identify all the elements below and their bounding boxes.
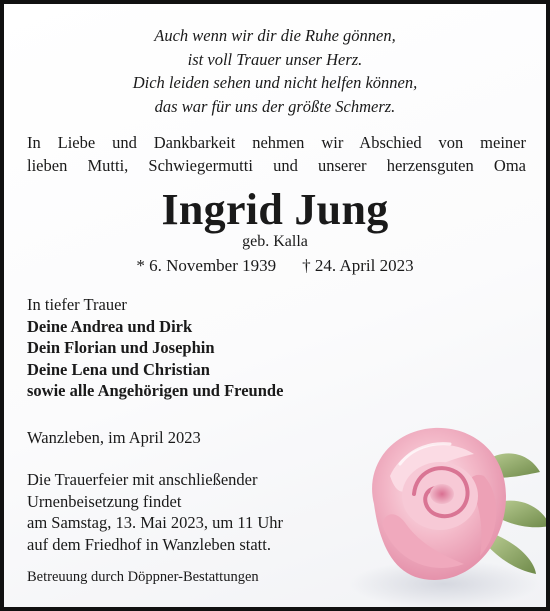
intro-line: lieben Mutti, Schwiegermutti und unserer herzensguten Oma — [27, 155, 526, 175]
rose-image — [334, 384, 550, 611]
mourner-entry: Deine Lena und Christian — [27, 359, 210, 379]
place-and-date: Wanzleben, im April 2023 — [27, 428, 201, 447]
ceremony-line: Urnenbeisetzung findet — [27, 491, 182, 511]
farewell-intro — [27, 132, 526, 177]
poem-line: das war für uns der größte Schmerz. — [154, 96, 396, 116]
mourner-entry: sowie alle Angehörigen und Freunde — [27, 381, 284, 400]
birth-name: geb. Kalla — [242, 233, 308, 250]
intro-line: In Liebe und Dankbarkeit nehmen wir Abschied von meiner — [27, 133, 526, 152]
death-date: † 24. April 2023 — [302, 256, 414, 275]
birth-date: * 6. November 1939 — [136, 256, 277, 275]
ceremony-line: am Samstag, 13. Mai 2023, um 11 Uhr — [27, 513, 284, 532]
mourner-entry: Dein Florian und Josephin — [27, 338, 215, 357]
mourner-entry: Deine Andrea und Dirk — [27, 316, 193, 336]
life-dates — [4, 254, 546, 278]
poem-line: Auch wenn wir dir die Ruhe gönnen, — [154, 26, 396, 45]
memorial-poem — [4, 24, 546, 118]
undertaker-credit: Betreuung durch Döppner-Bestattungen — [27, 569, 259, 585]
mourners-list — [27, 294, 283, 402]
ceremony-line: auf dem Friedhof in Wanzleben statt. — [27, 534, 271, 554]
mourners-heading: In tiefer Trauer — [27, 295, 127, 314]
ceremony-line: Die Trauerfeier mit anschließender — [27, 470, 258, 489]
poem-line: ist voll Trauer unser Herz. — [187, 49, 363, 69]
poem-line: Dich leiden sehen und nicht helfen können, — [132, 73, 418, 92]
deceased-name: Ingrid Jung — [161, 185, 389, 234]
funeral-details — [27, 469, 283, 555]
